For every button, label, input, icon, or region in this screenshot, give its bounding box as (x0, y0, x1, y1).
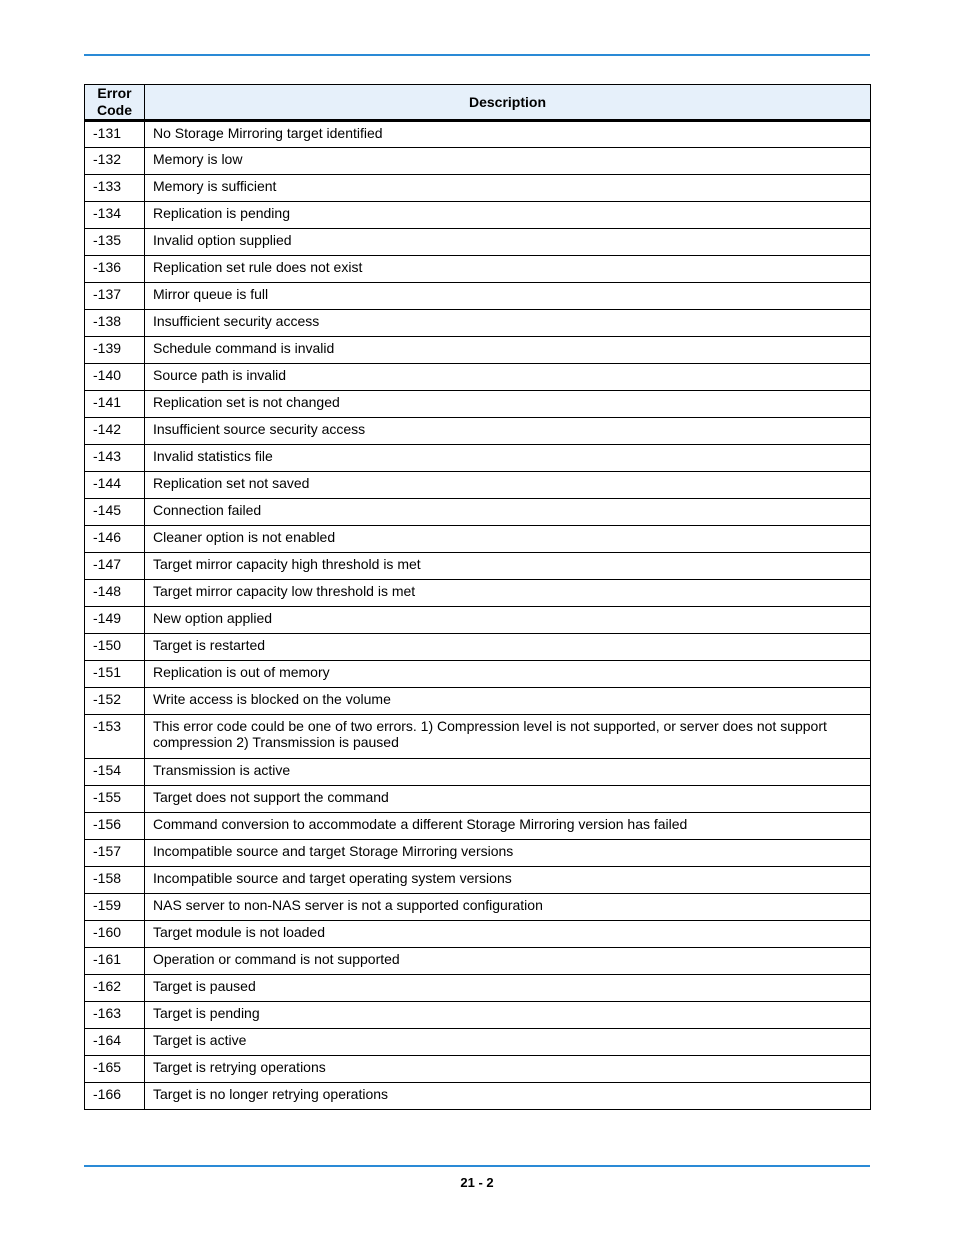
description-cell: Target is retrying operations (145, 1056, 871, 1083)
table-row (85, 553, 871, 580)
error-code-cell: -161 (85, 948, 145, 975)
error-code-cell: -138 (85, 310, 145, 337)
table-row (85, 499, 871, 526)
error-code-cell: -143 (85, 445, 145, 472)
description-cell: Cleaner option is not enabled (145, 526, 871, 553)
description-cell: Operation or command is not supported (145, 948, 871, 975)
error-code-cell: -139 (85, 337, 145, 364)
table-row (85, 1056, 871, 1083)
table-row (85, 175, 871, 202)
description-cell: Target is restarted (145, 634, 871, 661)
error-code-cell: -158 (85, 867, 145, 894)
table-row (85, 759, 871, 786)
description-cell: New option applied (145, 607, 871, 634)
table-row (85, 391, 871, 418)
error-code-cell: -163 (85, 1002, 145, 1029)
error-code-cell: -145 (85, 499, 145, 526)
table-row (85, 1029, 871, 1056)
table-row (85, 283, 871, 310)
table-row (85, 1083, 871, 1110)
error-code-cell: -150 (85, 634, 145, 661)
description-cell: Replication set is not changed (145, 391, 871, 418)
error-code-cell: -162 (85, 975, 145, 1002)
error-code-cell: -148 (85, 580, 145, 607)
error-code-cell: -132 (85, 148, 145, 175)
description-cell: Target module is not loaded (145, 921, 871, 948)
table-row (85, 418, 871, 445)
table-row (85, 526, 871, 553)
table-row (85, 948, 871, 975)
error-code-cell: -140 (85, 364, 145, 391)
error-code-cell: -135 (85, 229, 145, 256)
table-row (85, 337, 871, 364)
description-cell: Replication set rule does not exist (145, 256, 871, 283)
table-row (85, 202, 871, 229)
error-code-cell: -153 (85, 715, 145, 759)
error-code-cell: -144 (85, 472, 145, 499)
description-cell: Insufficient security access (145, 310, 871, 337)
description-cell: Target mirror capacity low threshold is met (145, 580, 871, 607)
footer-rule (84, 1165, 870, 1167)
page-number: 21 - 2 (460, 1175, 494, 1190)
table-row (85, 840, 871, 867)
error-code-cell: -152 (85, 688, 145, 715)
description-cell: Memory is low (145, 148, 871, 175)
description-cell: Target is pending (145, 1002, 871, 1029)
table-row (85, 975, 871, 1002)
table-row (85, 607, 871, 634)
header-rule (84, 54, 870, 56)
table-row (85, 580, 871, 607)
error-code-cell: -159 (85, 894, 145, 921)
error-code-cell: -155 (85, 786, 145, 813)
description-cell: Replication is out of memory (145, 661, 871, 688)
error-code-cell: -136 (85, 256, 145, 283)
description-cell: Incompatible source and target Storage Mirroring versions (145, 840, 871, 867)
table-row (85, 445, 871, 472)
error-code-cell: -134 (85, 202, 145, 229)
error-code-cell: -146 (85, 526, 145, 553)
column-header-description: Description (145, 85, 871, 121)
table-row (85, 894, 871, 921)
description-cell: Target is active (145, 1029, 871, 1056)
error-code-cell: -149 (85, 607, 145, 634)
error-code-cell: -147 (85, 553, 145, 580)
table-row (85, 813, 871, 840)
error-code-table (84, 84, 871, 1110)
description-cell: Target mirror capacity high threshold is met (145, 553, 871, 580)
description-cell: No Storage Mirroring target identified (145, 121, 871, 148)
error-code-cell: -151 (85, 661, 145, 688)
table-row (85, 634, 871, 661)
table-row (85, 148, 871, 175)
table-header-row (85, 85, 871, 121)
error-code-cell: -142 (85, 418, 145, 445)
error-code-cell: -156 (85, 813, 145, 840)
description-cell: Target does not support the command (145, 786, 871, 813)
description-cell: Target is no longer retrying operations (145, 1083, 871, 1110)
description-cell: Write access is blocked on the volume (145, 688, 871, 715)
table-row (85, 121, 871, 148)
error-code-cell: -164 (85, 1029, 145, 1056)
description-cell: This error code could be one of two errors. 1) Compression level is not supported, or server does not support compression 2) Transmission is paused (145, 715, 871, 759)
table-row (85, 229, 871, 256)
error-code-cell: -157 (85, 840, 145, 867)
table-row (85, 310, 871, 337)
description-cell: Schedule command is invalid (145, 337, 871, 364)
description-cell: Incompatible source and target operating system versions (145, 867, 871, 894)
table-row (85, 715, 871, 759)
description-cell: Target is paused (145, 975, 871, 1002)
description-cell: Source path is invalid (145, 364, 871, 391)
table-row (85, 472, 871, 499)
table-row (85, 256, 871, 283)
description-cell: Mirror queue is full (145, 283, 871, 310)
description-cell: Invalid statistics file (145, 445, 871, 472)
description-cell: Transmission is active (145, 759, 871, 786)
table-row (85, 661, 871, 688)
table-row (85, 1002, 871, 1029)
error-code-cell: -141 (85, 391, 145, 418)
table-row (85, 364, 871, 391)
error-code-cell: -165 (85, 1056, 145, 1083)
error-code-cell: -133 (85, 175, 145, 202)
description-cell: Command conversion to accommodate a different Storage Mirroring version has failed (145, 813, 871, 840)
description-cell: Connection failed (145, 499, 871, 526)
description-cell: Replication is pending (145, 202, 871, 229)
description-cell: Replication set not saved (145, 472, 871, 499)
table-row (85, 921, 871, 948)
error-code-cell: -154 (85, 759, 145, 786)
error-code-cell: -166 (85, 1083, 145, 1110)
table-row (85, 786, 871, 813)
error-code-cell: -131 (85, 121, 145, 148)
description-cell: NAS server to non-NAS server is not a supported configuration (145, 894, 871, 921)
description-cell: Insufficient source security access (145, 418, 871, 445)
description-cell: Memory is sufficient (145, 175, 871, 202)
column-header-error-code: Error Code (85, 85, 145, 121)
description-cell: Invalid option supplied (145, 229, 871, 256)
table-row (85, 867, 871, 894)
error-code-cell: -137 (85, 283, 145, 310)
table-row (85, 688, 871, 715)
error-code-cell: -160 (85, 921, 145, 948)
